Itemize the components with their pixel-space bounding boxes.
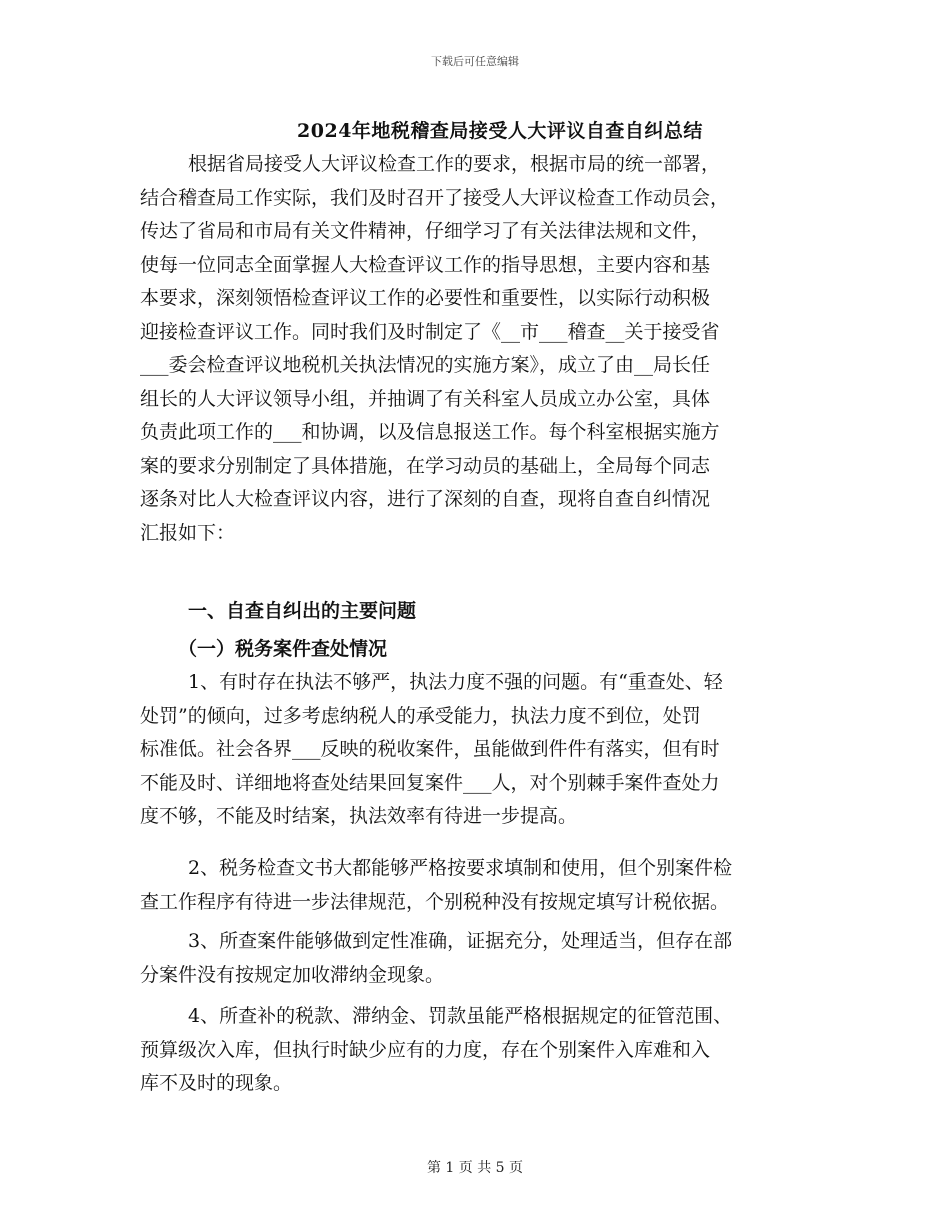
- paragraph-line: 结合稽查局工作实际，我们及时召开了接受人大评议检查工作动员会，: [140, 186, 730, 209]
- paragraph-line: ___委会检查评议地税机关执法情况的实施方案》，成立了由__局长任: [140, 354, 711, 376]
- paragraph-line: 处罚”的倾向，过多考虑纳税人的承受能力，执法力度不到位，处罚: [140, 704, 701, 727]
- paragraph-line: 分案件没有按规定加收滞纳金现象。: [140, 963, 445, 986]
- paragraph-line: 负责此项工作的___和协调，以及信息报送工作。每个科室根据实施方: [140, 421, 720, 443]
- subsection-heading: （一）税务案件查处情况: [178, 638, 388, 660]
- page-number-footer: 第 1 页 共 5 页: [426, 1160, 524, 1176]
- paragraph-line: 库不及时的现象。: [140, 1072, 293, 1094]
- paragraph-line: 本要求，深刻领悟检查评议工作的必要性和重要性，以实际行动积极: [140, 287, 711, 309]
- paragraph-line: 组长的人大评议领导小组，并抽调了有关科室人员成立办公室，具体: [140, 387, 711, 410]
- section-heading: 一、自查自纠出的主要问题: [188, 600, 417, 622]
- paragraph-line: 标准低。社会各界___反映的税收案件，虽能做到件件有落实，但有时: [140, 738, 720, 760]
- paragraph-line: 迎接检查评议工作。同时我们及时制定了《__市___稽查__关于接受省: [140, 320, 720, 343]
- paragraph-line: 3、所查案件能够做到定性准确，证据充分，处理适当，但存在部: [188, 930, 733, 952]
- paragraph-line: 案的要求分别制定了具体措施，在学习动员的基础上，全局每个同志: [140, 454, 711, 477]
- paragraph-line: 查工作程序有待进一步法律规范，个别税种没有按规定填写计税依据。: [140, 890, 730, 913]
- paragraph-line: 使每一位同志全面掌握人大检查评议工作的指导思想，主要内容和基: [140, 253, 711, 276]
- paragraph-line: 4、所查补的税款、滞纳金、罚款虽能严格根据规定的征管范围、: [188, 1005, 733, 1027]
- document-title: 2024年地税稽查局接受人大评议自查自纠总结: [297, 120, 703, 142]
- paragraph-line: 逐条对比人大检查评议内容，进行了深刻的自查，现将自查自纠情况: [140, 488, 711, 510]
- paragraph-line: 不能及时、详细地将查处结果回复案件___人，对个别棘手案件查处力: [140, 771, 720, 794]
- item-2-paragraph: [140, 852, 810, 919]
- header-note: 下载后可任意编辑: [431, 55, 519, 68]
- item-1-paragraph: [140, 666, 810, 834]
- paragraph-line: 汇报如下：: [140, 521, 236, 544]
- paragraph-line: 传达了省局和市局有关文件精神，仔细学习了有关法律法规和文件，: [140, 220, 711, 242]
- paragraph-line: 2、税务检查文书大都能够严格按要求填制和使用，但个别案件检: [188, 857, 733, 879]
- paragraph-line: 预算级次入库，但执行时缺少应有的力度，存在个别案件入库难和入: [140, 1038, 711, 1061]
- paragraph-line: 1、有时存在执法不够严，执法力度不强的问题。有“重查处、轻: [188, 671, 723, 693]
- intro-paragraph: [140, 148, 810, 550]
- item-4-paragraph: [140, 1000, 810, 1101]
- item-3-paragraph: [140, 925, 810, 992]
- paragraph-line: 度不够，不能及时结案，执法效率有待进一步提高。: [140, 805, 578, 827]
- paragraph-line: 根据省局接受人大评议检查工作的要求，根据市局的统一部署，: [188, 153, 721, 175]
